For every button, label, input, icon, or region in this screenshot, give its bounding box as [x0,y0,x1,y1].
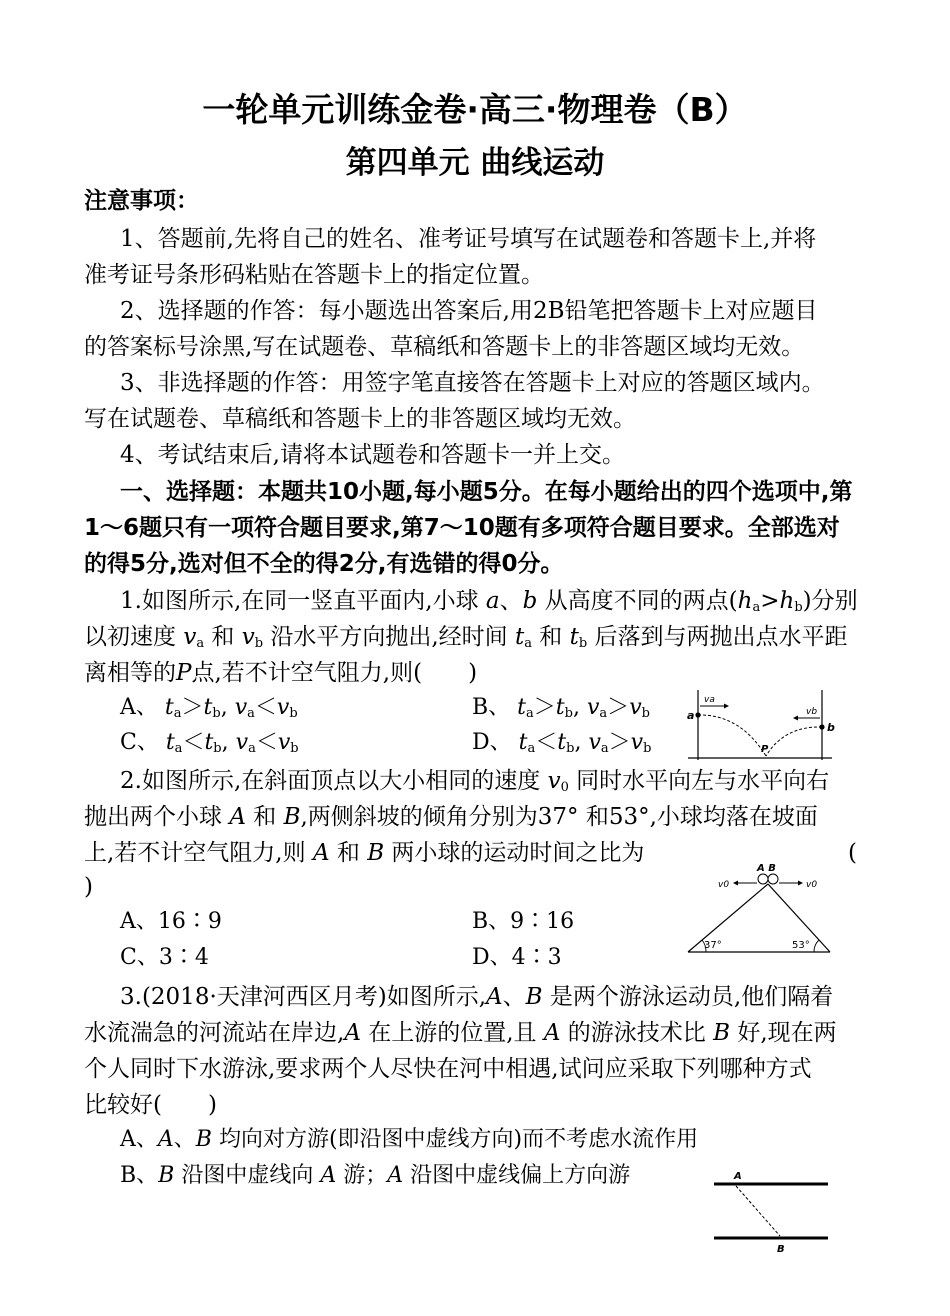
q1-option-d[interactable]: D、 $t_a<t_b$, $v_a>v_b$ [472,730,652,756]
left-slope [688,884,768,952]
label-va: va [704,695,715,705]
ball-a [758,874,768,884]
section-heading-line: 一、选择题：本题共10小题,每小题5分。在每小题给出的四个选项中,第 [120,479,853,505]
notice-item: 的答案标号涂黑,写在试题卷、草稿纸和答题卡上的非答题区域均无效。 [84,334,805,360]
notice-item: 2、选择题的作答：每小题选出答案后,用2B铅笔把答题卡上对应题目 [120,298,818,324]
notice-heading: 注意事项： [84,188,199,214]
swim-path [736,1186,780,1236]
notice-item: 准考证号条形码粘贴在答题卡上的指定位置。 [84,262,544,288]
q2-stem-line2: 抛出两个小球 A 和 B,两侧斜坡的倾角分别为37° 和53°,小球均落在坡面 [84,804,818,830]
q3-stem-line1: 3.(2018·天津河西区月考)如图所示,A、B 是两个游泳运动员,他们隔着 [120,984,834,1010]
q1-stem-line3: 离相等的P点,若不计空气阻力,则( ) [84,660,478,686]
q1-stem-line1: 1.如图所示,在同一竖直平面内,小球 a、b 从高度不同的两点$(h_a>h_b)$分别 [120,588,858,615]
q3-stem-line2: 水流湍急的河流站在岸边,A 在上游的位置,且 A 的游泳技术比 B 好,现在两 [84,1020,837,1046]
notice-item: 3、非选择题的作答：用签字笔直接答在答题卡上对应的答题区域内。 [120,370,825,396]
label-b: b [827,721,835,734]
label-p: P [761,744,769,755]
q1-option-c[interactable]: C、 $t_a<t_b$, $v_a<v_b$ [120,730,299,756]
q2-stem-line3: 上,若不计空气阻力,则 A 和 B 两小球的运动时间之比为 [84,840,645,866]
q2-incline-figure [680,858,840,958]
q1-option-b[interactable]: B、 $t_a>t_b$, $v_a>v_b$ [472,695,650,721]
label-a: A [734,1171,742,1182]
angle-left: 37° [704,940,722,951]
section-heading-line: 1～6题只有一项符合题目要求,第7～10题有多项符合题目要求。全部选对 [84,515,840,541]
q2-answer-paren-open: ( [848,840,857,866]
q3-stem-line3: 个人同时下水游泳,要求两个人尽快在河中相遇,试问应采取下列哪种方式 [84,1056,812,1082]
va-arrowhead [724,704,729,709]
label-ab: A B [757,863,776,874]
ball-b [768,874,778,884]
notice-item: 1、答题前,先将自己的姓名、准考证号填写在试题卷和答题卡上,并将 [120,226,817,252]
section-heading-line: 的得5分,选对但不全的得2分,有选错的得0分。 [84,551,564,577]
label-b: B [777,1244,785,1255]
notice-item: 4、考试结束后,请将本试题卷和答题卡一并上交。 [120,442,625,468]
q3-stem-line4: 比较好( ) [84,1092,217,1118]
q3-river-figure [710,1168,835,1258]
label-v0-right: v0 [806,880,818,890]
page-title: 一轮单元训练金卷·高三·物理卷（B） [202,90,748,129]
q3-option-a[interactable]: A、A、B 均向对方游(即沿图中虚线方向)而不考虑水流作用 [120,1127,699,1152]
q3-option-b[interactable]: B、B 沿图中虚线向 A 游；A 沿图中虚线偏上方向游 [120,1163,631,1188]
unit-subtitle: 第四单元 曲线运动 [345,145,605,181]
q2-option-c[interactable]: C、3∶4 [120,945,209,970]
q2-stem-line1: 2.如图所示,在斜面顶点以大小相同的速度 $v_0$ 同时水平向左与水平向右 [120,768,830,795]
q2-option-b[interactable]: B、9∶16 [472,909,575,934]
v0-right-arrowhead [798,881,803,886]
q2-option-d[interactable]: D、4∶3 [472,945,562,970]
q1-option-a[interactable]: A、 $t_a>t_b$, $v_a<v_b$ [120,695,298,721]
label-v0-left: v0 [718,880,730,890]
trajectory-a [698,715,766,756]
angle-right: 53° [792,940,810,951]
q1-stem-line2: 以初速度 $v_a$ 和 $v_b$ 沿水平方向抛出,经时间 $t_a$ 和 $t_b$ 后落到与两抛出点水平距 [84,624,848,651]
right-angle-arc [814,940,819,952]
q2-option-a[interactable]: A、16∶9 [120,909,222,934]
notice-item: 写在试题卷、草稿纸和答题卡上的非答题区域均无效。 [84,406,636,432]
vb-arrowhead [793,716,798,721]
q1-projectile-figure [680,688,840,763]
q2-answer-paren-close: ) [84,874,93,900]
label-a: a [687,709,695,722]
label-vb: vb [806,707,818,717]
trajectory-b [766,727,822,756]
v0-left-arrowhead [733,881,738,886]
